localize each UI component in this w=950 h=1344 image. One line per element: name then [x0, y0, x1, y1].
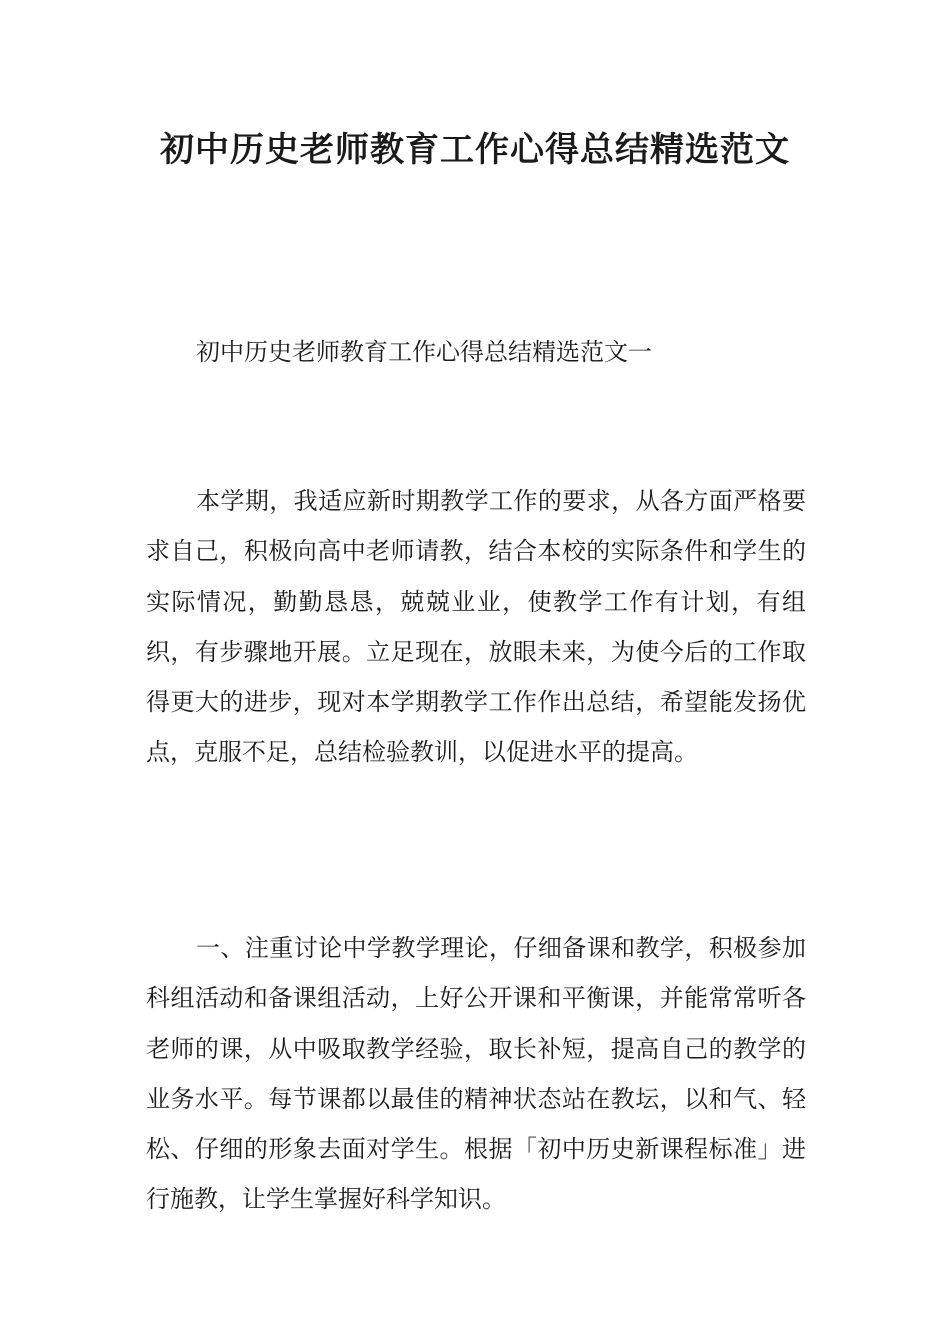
document-title: 初中历史老师教育工作心得总结精选范文 — [160, 130, 790, 170]
section-heading: 初中历史老师教育工作心得总结精选范文一 — [196, 338, 652, 366]
body-paragraph: 一、注重讨论中学教学理论，仔细备课和教学，积极参加科组活动和备课组活动，上好公开课和平衡课，并能常常听各老师的课，从中吸取教学经验，取长补短，提高自己的教学的业务水平。每节课都以最佳的精神状态站在教坛，以和气、轻松、仔细的形象去面对学生。根据「初中历史新课程标准」进行施教，让学生掌握好科学知识。 — [146, 934, 806, 1214]
body-paragraph: 本学期，我适应新时期教学工作的要求，从各方面严格要求自己，积极向高中老师请教，结合本校的实际条件和学生的实际情况，勤勤恳恳，兢兢业业，使教学工作有计划，有组织，有步骤地开展。立足现在，放眼未来，为使今后的工作取得更大的进步，现对本学期教学工作作出总结，希望能发扬优点，克服不足，总结检验教训，以促进水平的提高。 — [146, 487, 806, 767]
